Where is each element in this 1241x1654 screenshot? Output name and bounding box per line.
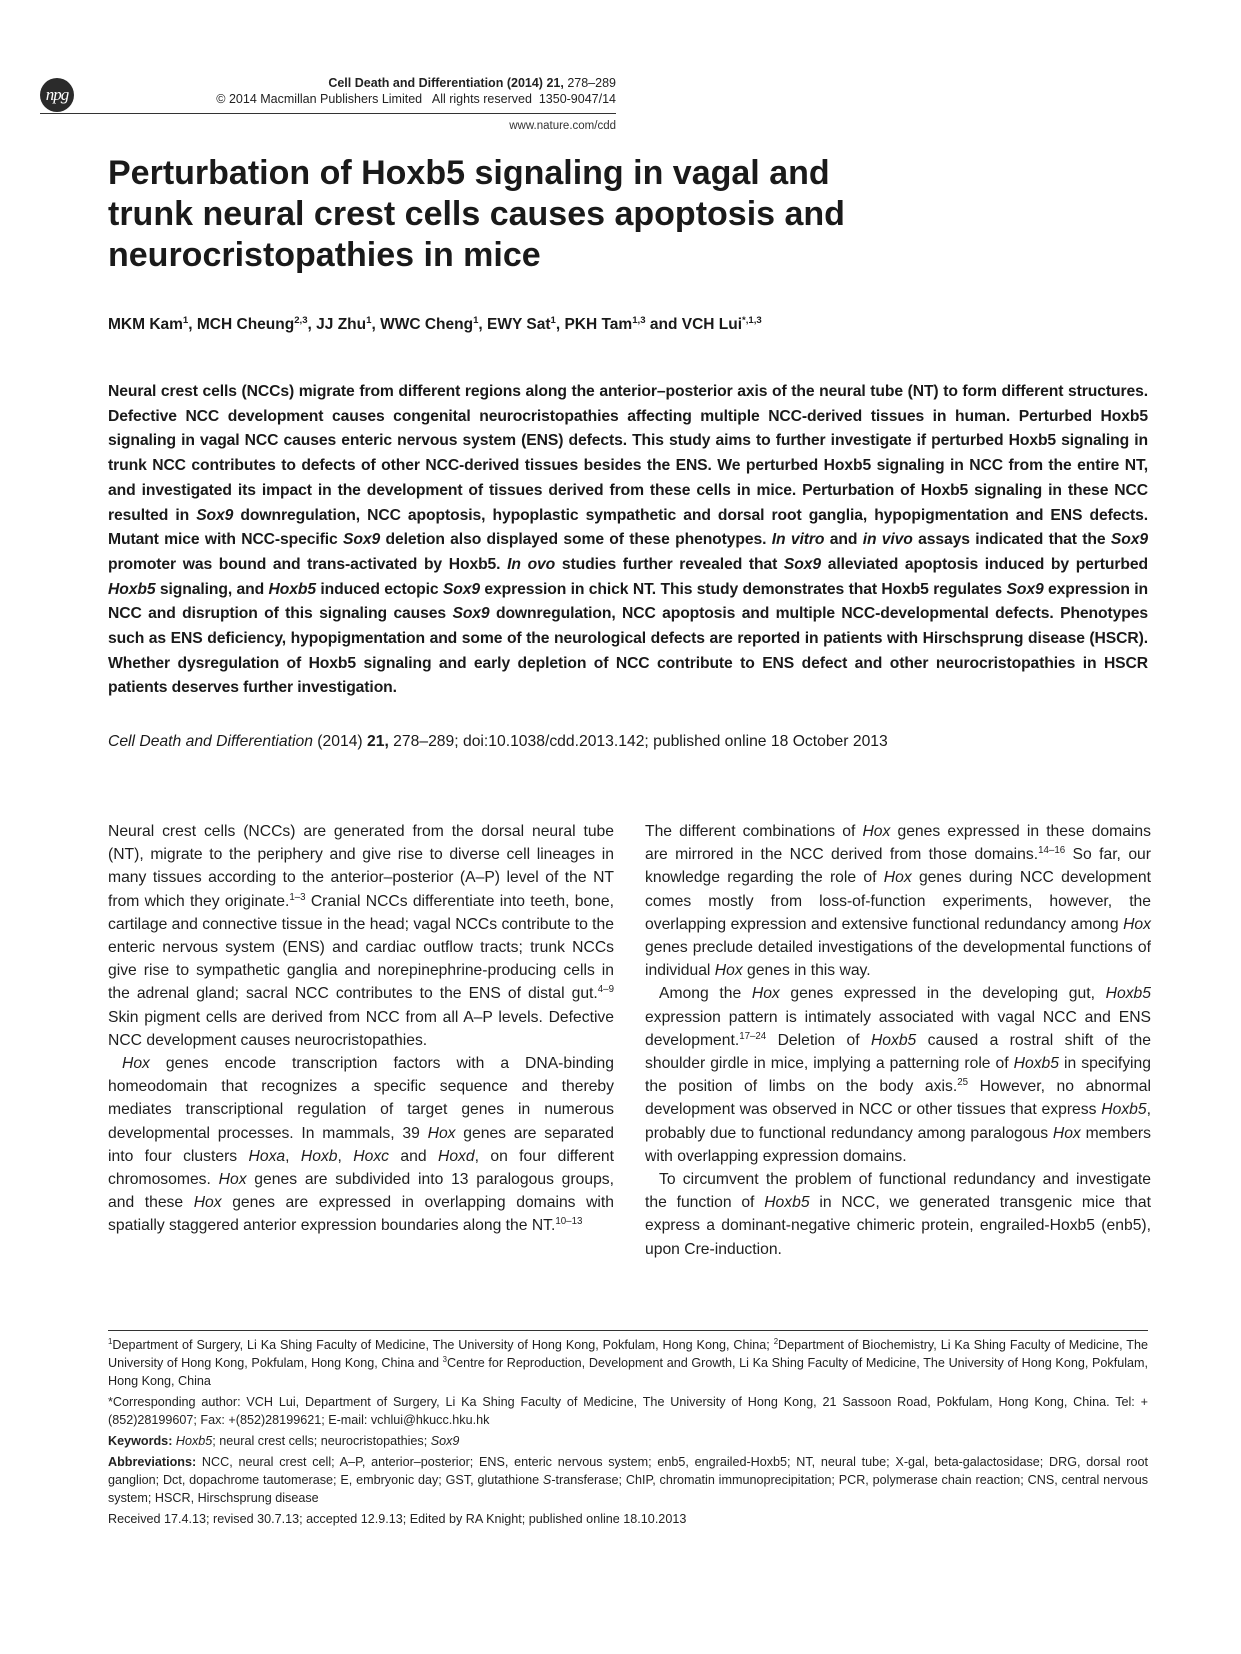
body-paragraph: To circumvent the problem of functional redundancy and investigate the function of Hoxb5 in NCC, we generated transgenic mice that express a dominant-negative chimeric protein, engrailed-Hoxb5 (enb5), upon Cre-induction. (645, 1171, 1151, 1258)
journal-url[interactable]: www.nature.com/cdd (509, 120, 616, 132)
journal-citation (150, 75, 616, 91)
footnote-rule (108, 1330, 1148, 1331)
journal-header (150, 75, 616, 107)
body-paragraph: Neural crest cells (NCCs) are generated from the dorsal neural tube (NT), migrate to the periphery and give rise to diverse cell lineages in many tissues according to the anterior–posterior (A–P) level of the NT from which they originate.$^{1-3}$ Cranial NCCs differentiate into teeth, bone, cartilage and connective tissue in the head; vagal NCCs contribute to the enteric nervous system (ENS) and cardiac outflow tracts; trunk NCCs give rise to sympathetic ganglia and norepinephrine-producing cells in the adrenal gland; sacral NCC contributes to the ENS of distal gut.$^{4-9}$ Skin pigment cells are derived from NCC from all A–P levels. Defective NCC development causes neurocristopathies. (108, 823, 615, 1049)
body-column-right (645, 820, 1151, 1261)
keywords-text: Hoxb5; neural crest cells; neurocristopathies; Sox9 (175, 1434, 460, 1448)
affiliations: $^1$Department of Surgery, Li Ka Shing Faculty of Medicine, The University of Hong Kong, Pokfulam, Hong Kong, China; $^2$Department of Biochemistry, Li Ka Shing Faculty of Medicine, The University of Hong Kong, Pokfulam, Hong Kong, China and $^3$Centre for Reproduction, Development and Growth, Li Ka Shing Faculty of Medicine, The University of Hong Kong, Pokfulam, Hong Kong, China (108, 1336, 1148, 1388)
keywords (108, 1432, 1148, 1450)
footnotes (108, 1336, 1148, 1531)
author: VCH Lui$^{*,1,3}$ (681, 314, 762, 333)
author: WWC Cheng$^1$ (380, 314, 479, 333)
body-paragraph: The different combinations of Hox genes expressed in these domains are mirrored in the NCC derived from those domains.$^{14-16}$ So far, our knowledge regarding the role of Hox genes during NCC development comes mostly from loss-of-function experiments, however, the overlapping expression and extensive functional redundancy among Hox genes preclude detailed investigations of the developmental functions of individual Hox genes in this way. (645, 823, 1151, 980)
author: JJ Zhu$^1$ (316, 314, 372, 333)
abstract: Neural crest cells (NCCs) migrate from different regions along the anterior–posterior axis of the neural tube (NT) to form different structures. Defective NCC development causes congenital neurocristopathies affecting multiple NCC-derived tissues in human. Perturbed Hoxb5 signaling in vagal NCC causes enteric nervous system (ENS) defects. This study aims to further investigate if perturbed Hoxb5 signaling in trunk NCC contributes to defects of other NCC-derived tissues besides the ENS. We perturbed Hoxb5 signaling in NCC from the entire NT, and investigated its impact in the development of tissues derived from these cells in mice. Perturbation of Hoxb5 signaling in these NCC resulted in Sox9 downregulation, NCC apoptosis, hypoplastic sympathetic and dorsal root ganglia, hypopigmentation and ENS defects. Mutant mice with NCC-specific Sox9 deletion also displayed some of these phenotypes. In vitro and in vivo assays indicated that the Sox9 promoter was bound and trans-activated by Hoxb5. In ovo studies further revealed that Sox9 alleviated apoptosis induced by perturbed Hoxb5 signaling, and Hoxb5 induced ectopic Sox9 expression in chick NT. This study demonstrates that Hoxb5 regulates Sox9 expression in NCC and disruption of this signaling causes Sox9 downregulation, NCC apoptosis and multiple NCC-developmental defects. Phenotypes such as ENS deficiency, hypopigmentation and some of the neurological defects are reported in patients with Hirschsprung disease (HSCR). Whether dysregulation of Hoxb5 signaling and early depletion of NCC contribute to ENS defect and other neurocristopathies in HSCR patients deserves further investigation. (108, 383, 1149, 697)
author-list: MKM Kam$^1$, MCH Cheung$^{2,3}$, JJ Zhu$^1$, WWC Cheng$^1$, EWY Sat$^1$, PKH Tam$^{1,3}$ and VCH Lui$^{*,1,3}$ (108, 314, 762, 333)
keywords-label: Keywords: (108, 1434, 173, 1448)
body-column-left (108, 820, 614, 1238)
abbreviations-label: Abbreviations: (108, 1455, 197, 1469)
journal-pages: 278–289 (567, 76, 616, 90)
author: MKM Kam$^1$ (108, 314, 189, 333)
title-line: Perturbation of Hoxb5 signaling in vagal and (108, 154, 830, 192)
abbreviations-text: NCC, neural crest cell; A–P, anterior–posterior; ENS, enteric nervous system; enb5, engrailed-Hoxb5; NT, neural tube; X-gal, beta-galactosidase; DRG, dorsal root ganglion; Dct, dopachrome tautomerase; E, embryonic day; GST, glutathione S-transferase; ChIP, chromatin immunoprecipitation; PCR, polymerase chain reaction; CNS, central nervous system; HSCR, Hirschsprung disease (108, 1455, 1148, 1505)
journal-volume: 21, (546, 76, 564, 90)
abbreviations (108, 1453, 1148, 1507)
body-paragraph: Among the Hox genes expressed in the developing gut, Hoxb5 expression pattern is intimately associated with vagal NCC and ENS development.$^{17-24}$ Deletion of Hoxb5 caused a rostral shift of the shoulder girdle in mice, implying a patterning role of Hoxb5 in specifying the position of limbs on the body axis.$^{25}$ However, no abnormal development was observed in NCC or other tissues that express Hoxb5, probably due to functional redundancy among paralogous Hox members with overlapping expression domains. (645, 985, 1152, 1165)
received-dates: Received 17.4.13; revised 30.7.13; accepted 12.9.13; Edited by RA Knight; published online 18.10.2013 (108, 1512, 687, 1526)
body-paragraph: Hox genes encode transcription factors with a DNA-binding homeodomain that recognizes a specific sequence and thereby mediates transcriptional regulation of target genes in numerous developmental processes. In mammals, 39 Hox genes are separated into four clusters Hoxa, Hoxb, Hoxc and Hoxd, on four different chromosomes. Hox genes are subdivided into 13 paralogous groups, and these Hox genes are expressed in overlapping domains with spatially staggered anterior expression boundaries along the NT.$^{10-13}$ (108, 1055, 615, 1235)
author: PKH Tam$^{1,3}$ (564, 314, 646, 333)
journal-year: (2014) (506, 76, 543, 90)
title-line: neurocristopathies in mice (108, 236, 541, 274)
author: EWY Sat$^1$ (487, 314, 556, 333)
header-rule (40, 113, 616, 114)
copyright-line: © 2014 Macmillan Publishers Limited All rights reserved 1350-9047/14 (216, 92, 616, 106)
journal-name: Cell Death and Differentiation (328, 76, 504, 90)
article-citation: Cell Death and Differentiation (2014) 21, 278–289; doi:10.1038/cdd.2013.142; published online 18 October 2013 (108, 733, 888, 750)
title-line: trunk neural crest cells causes apoptosis and (108, 195, 845, 233)
author: MCH Cheung$^{2,3}$ (196, 314, 308, 333)
npg-logo: npg (40, 78, 74, 112)
article-title (108, 153, 1008, 276)
corresponding-author: *Corresponding author: VCH Lui, Department of Surgery, Li Ka Shing Faculty of Medicine, The University of Hong Kong, 21 Sassoon Road, Pokfulam, Hong Kong, China. Tel: +(852)28199607; Fax: +(852)28199621; E-mail: vchlui@hkucc.hku.hk (108, 1395, 1148, 1427)
